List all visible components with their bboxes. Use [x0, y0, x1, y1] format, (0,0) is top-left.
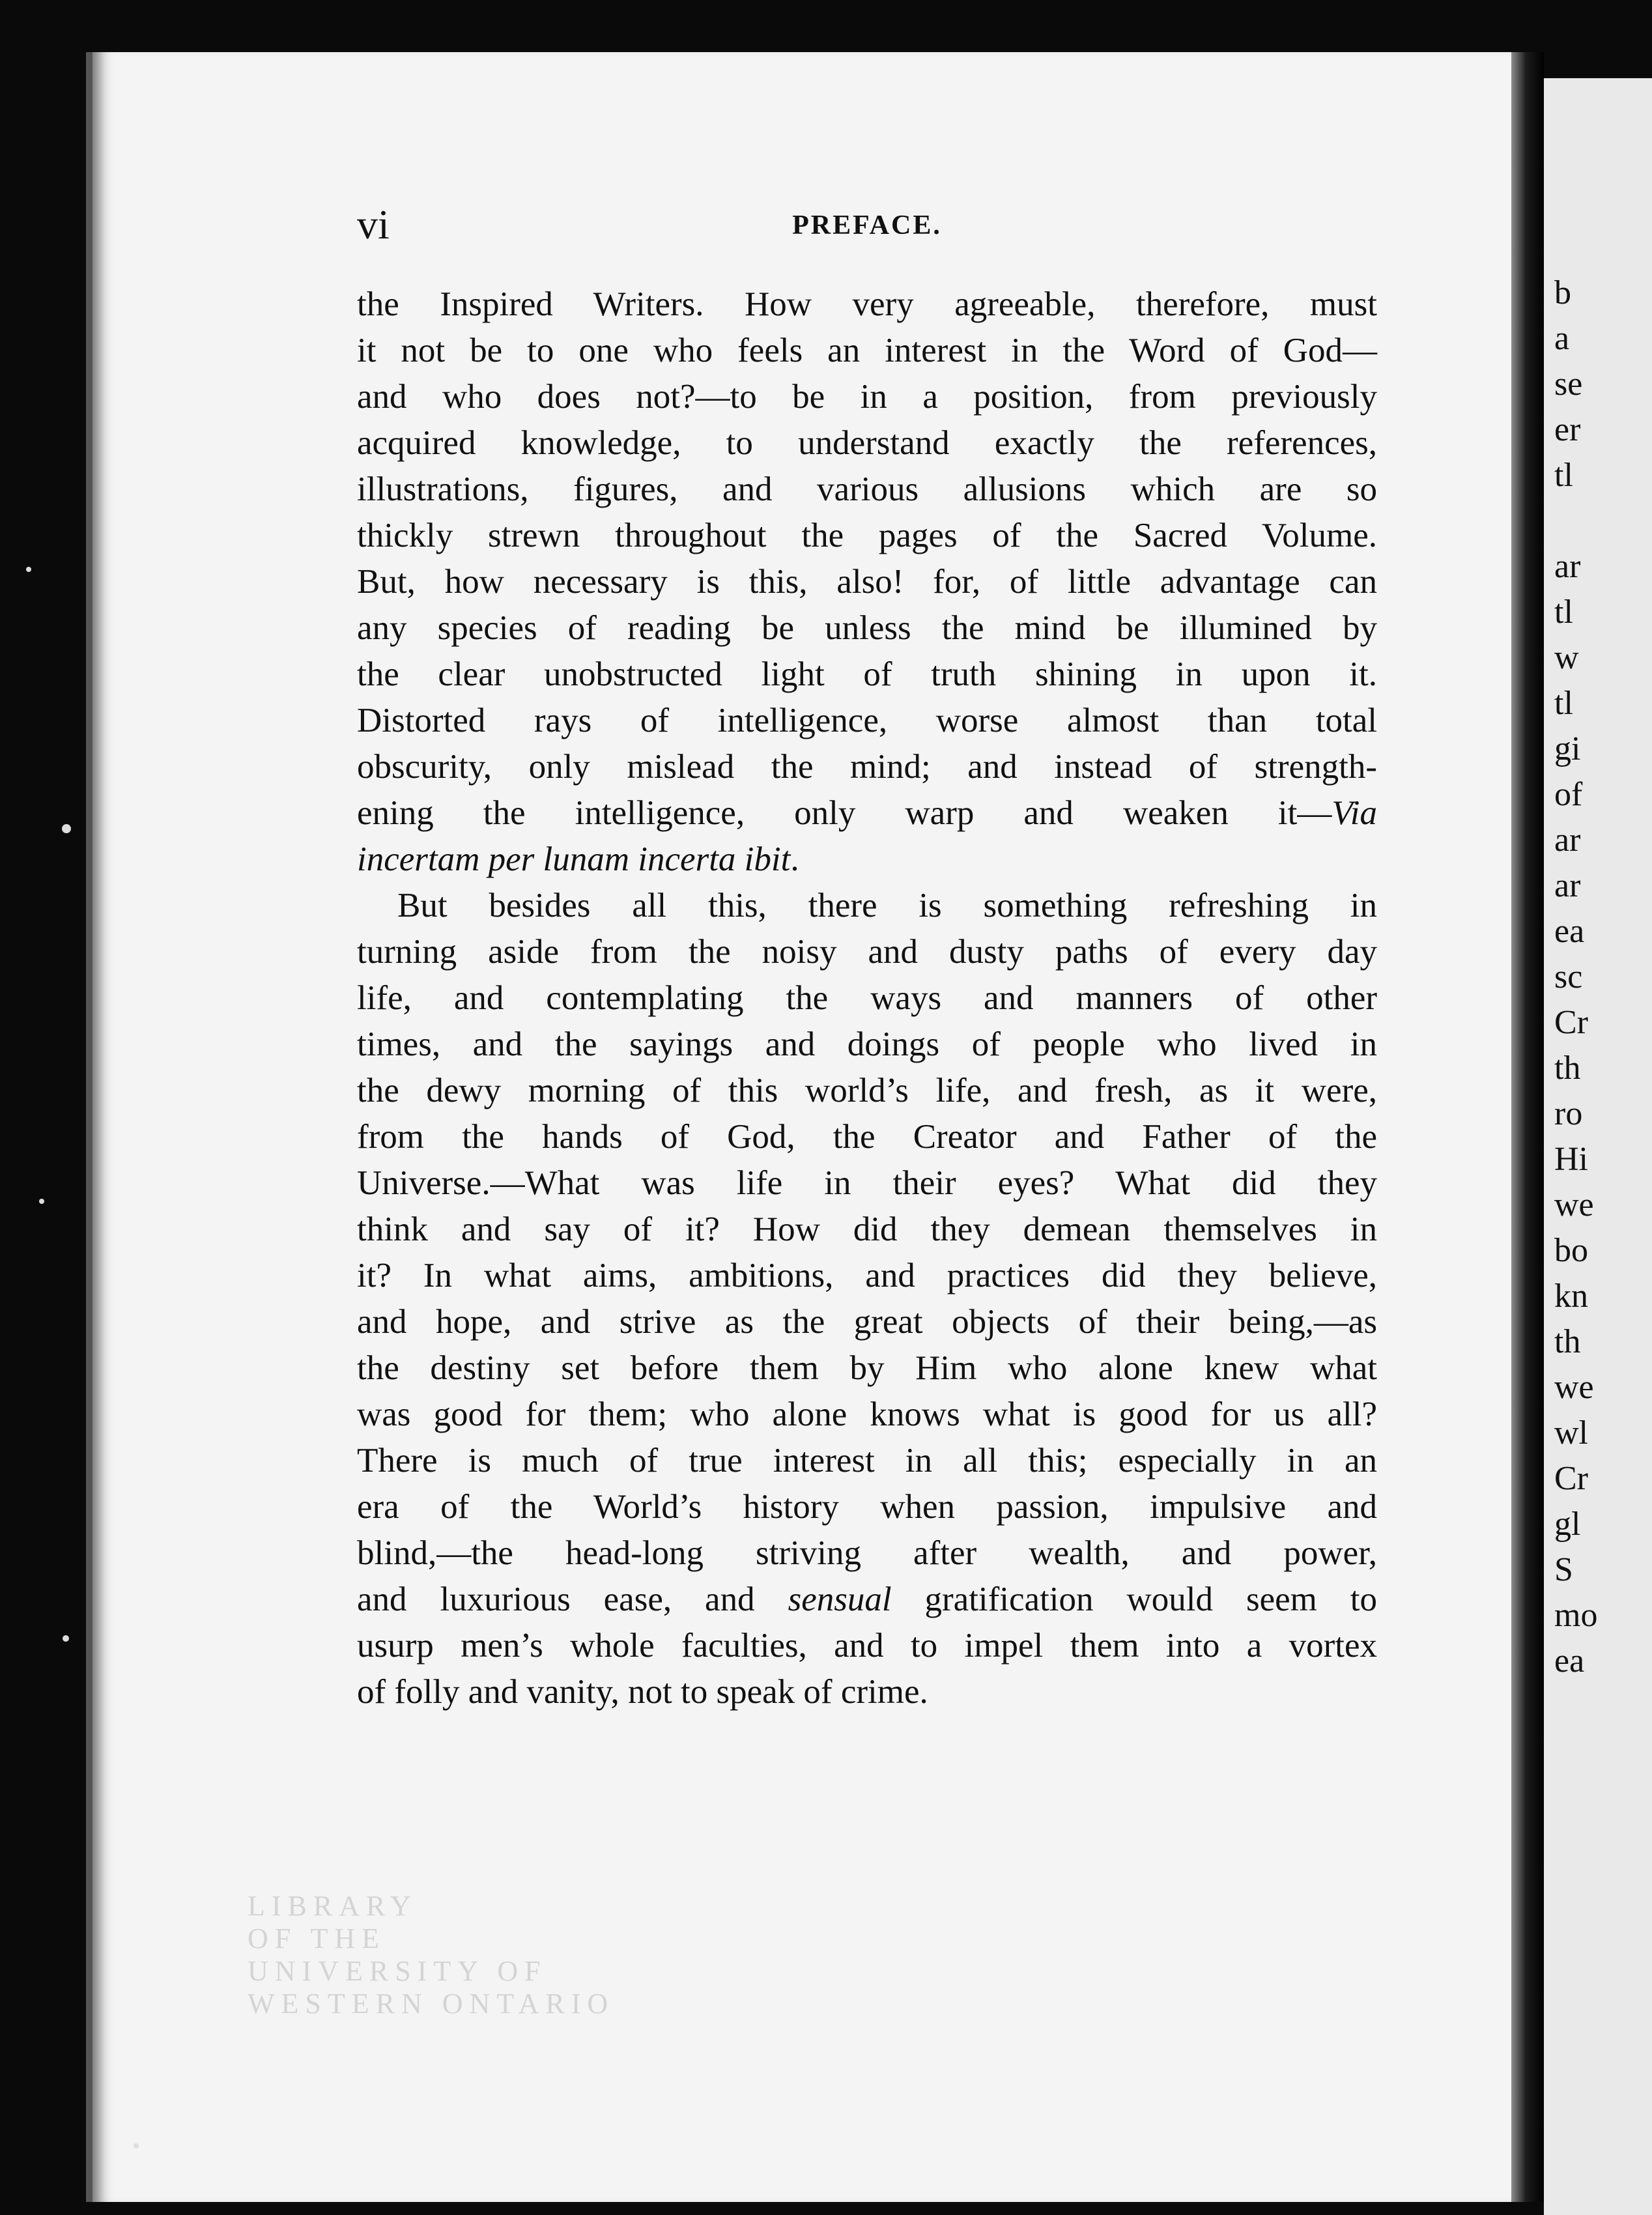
paragraph-2 [357, 883, 1377, 1715]
facing-page-fragment: th [1554, 1050, 1581, 1087]
facing-page-fragment: mo [1554, 1597, 1598, 1634]
facing-page-fragment: tl [1554, 685, 1573, 722]
text-line [357, 1577, 1377, 1623]
scan-speck [39, 1199, 44, 1204]
text-line: obscurity, only mislead the mind; and instead of strength- [357, 748, 1377, 786]
text-line: it not be to one who feels an interest in the Word of God— [357, 332, 1377, 369]
facing-page-fragment: tl [1554, 457, 1573, 494]
facing-page-fragment: ea [1554, 913, 1585, 950]
scan-speck [62, 824, 71, 833]
facing-page-fragment: Hi [1554, 1141, 1588, 1178]
text-line: the clear unobstructed light of truth shining in upon it. [357, 655, 1377, 693]
text-line: of folly and vanity, not to speak of crime. [357, 1673, 928, 1711]
text-line: life, and contemplating the ways and manners of other [357, 979, 1377, 1017]
facing-page-fragment: Cr [1554, 1460, 1588, 1497]
text-line: was good for them; who alone knows what is good for us all? [357, 1395, 1377, 1433]
line-text: gratification would seem to [924, 1580, 1378, 1618]
facing-page-fragment: tl [1554, 593, 1573, 631]
text-line: illustrations, figures, and various allusions which are so [357, 470, 1377, 508]
text-line: the dewy morning of this world’s life, and fresh, as it were, [357, 1072, 1377, 1109]
facing-page-fragment: se [1554, 365, 1583, 403]
text-line: There is much of true interest in all this; especially in an [357, 1442, 1377, 1479]
text-line: era of the World’s history when passion, impulsive and [357, 1488, 1377, 1526]
text-line: Universe.—What was life in their eyes? What did they [357, 1164, 1377, 1202]
scan-speck [63, 1635, 69, 1642]
facing-page-fragment: kn [1554, 1278, 1588, 1315]
stamp-line: OF THE [248, 1922, 386, 1954]
facing-page-fragment: we [1554, 1186, 1594, 1223]
line-text: ening the intelligence, only warp and weaken it— [357, 794, 1332, 832]
facing-page-fragment: Cr [1554, 1004, 1588, 1041]
text-line: from the hands of God, the Creator and Father of the [357, 1118, 1377, 1156]
facing-page-fragment: ro [1554, 1095, 1583, 1132]
facing-page-fragment: er [1554, 411, 1581, 448]
stamp-line: UNIVERSITY OF [248, 1955, 547, 1987]
facing-page-fragment: b [1554, 274, 1571, 311]
facing-page-fragment: ea [1554, 1642, 1585, 1679]
text-line: But, how necessary is this, also! for, of little advantage can [357, 563, 1377, 601]
stamp-line: WESTERN ONTARIO [248, 1988, 615, 2020]
latin-quote-start: Via [1332, 794, 1377, 832]
text-line: acquired knowledge, to understand exactly the references, [357, 424, 1377, 462]
line-text: and luxurious ease, and [357, 1580, 755, 1618]
text-line: and hope, and strive as the great objects of their being,—as [357, 1303, 1377, 1341]
text-line [357, 836, 1377, 883]
facing-page-fragment: ar [1554, 867, 1581, 904]
facing-page-fragment: of [1554, 776, 1583, 813]
paragraph-1 [357, 281, 1377, 883]
running-title: PREFACE. [792, 210, 942, 240]
text-line [357, 790, 1377, 836]
text-line: the destiny set before them by Him who alone knew what [357, 1349, 1377, 1387]
facing-page-fragment: we [1554, 1369, 1594, 1406]
facing-page-fragment: gl [1554, 1506, 1581, 1543]
text-line: Distorted rays of intelligence, worse almost than total [357, 702, 1377, 739]
facing-page-fragment: ar [1554, 548, 1581, 585]
italic-word: sensual [788, 1580, 892, 1618]
text-line: times, and the sayings and doings of people who lived in [357, 1025, 1377, 1063]
facing-page-fragment: ar [1554, 822, 1581, 859]
scan-speck [134, 2143, 139, 2149]
facing-page-fragment: gi [1554, 730, 1581, 767]
text-line: any species of reading be unless the mind be illumined by [357, 609, 1377, 647]
text-line: But besides all this, there is something refreshing in [397, 887, 1377, 924]
text-line: and who does not?—to be in a position, from previously [357, 378, 1377, 416]
preface-text [357, 281, 1377, 1715]
text-line: think and say of it? How did they demean themselves in [357, 1210, 1377, 1248]
facing-page-fragment: sc [1554, 958, 1583, 995]
line-text: . [790, 840, 799, 878]
text-line: usurp men’s whole faculties, and to impel them into a vortex [357, 1627, 1377, 1665]
scan-speck [26, 567, 31, 572]
page-number: vi [357, 201, 390, 248]
facing-page-edge [1544, 78, 1652, 2215]
facing-page-fragment: th [1554, 1323, 1581, 1360]
stamp-line: LIBRARY [248, 1890, 418, 1922]
facing-page-fragment: bo [1554, 1232, 1588, 1269]
book-gutter [1511, 52, 1544, 2202]
text-line: turning aside from the noisy and dusty paths of every day [357, 933, 1377, 971]
facing-page-fragment: wl [1554, 1414, 1588, 1451]
latin-quote: incertam per lunam incerta ibit [357, 840, 791, 878]
text-line: thickly strewn throughout the pages of the Sacred Volume. [357, 517, 1377, 554]
facing-page-fragment: S [1554, 1551, 1573, 1588]
running-head [357, 201, 1377, 246]
text-line: it? In what aims, ambitions, and practices did they believe, [357, 1257, 1377, 1294]
text-line: blind,—the head-long striving after wealth, and power, [357, 1534, 1377, 1572]
facing-page-fragment: w [1554, 639, 1579, 676]
text-line: the Inspired Writers. How very agreeable, therefore, must [357, 285, 1377, 323]
facing-page-fragment: a [1554, 320, 1570, 357]
